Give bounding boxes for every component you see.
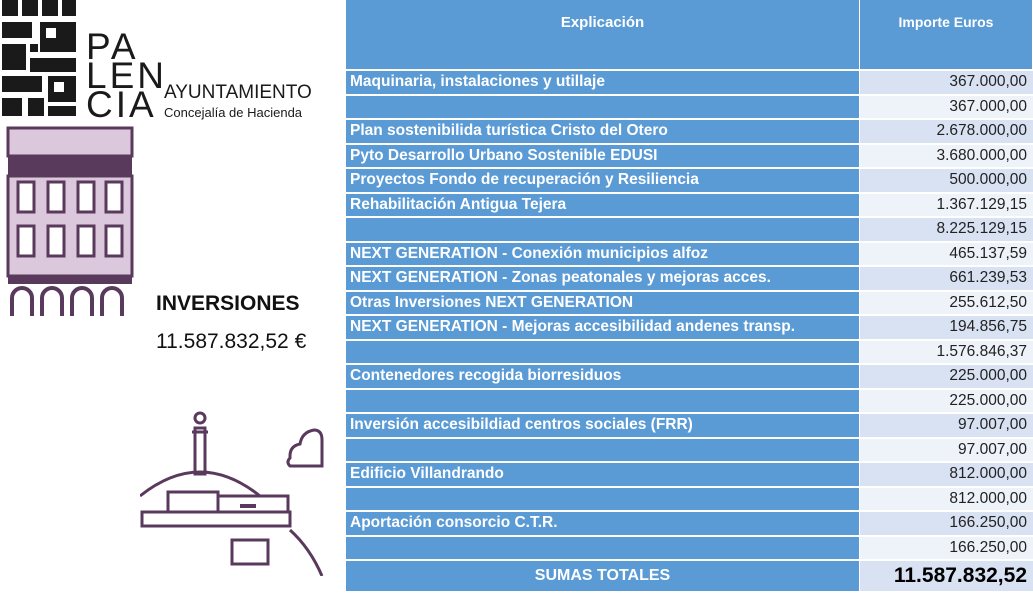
table-row	[346, 488, 1033, 513]
row-amount: 194.856,75	[860, 316, 1033, 341]
row-label	[346, 341, 860, 366]
table-row	[346, 96, 1033, 121]
table-row	[346, 169, 1033, 194]
table-row	[346, 463, 1033, 488]
row-label: NEXT GENERATION - Zonas peatonales y mejoras acces.	[346, 267, 860, 292]
table-body	[346, 71, 1033, 593]
logo-word-2: LEN	[86, 55, 167, 96]
investments-table	[346, 0, 1033, 593]
row-amount: 661.239,53	[860, 267, 1033, 292]
row-label: Maquinaria, instalaciones y utillaje	[346, 71, 860, 96]
totals-label: SUMAS TOTALES	[346, 561, 860, 593]
row-amount: 97.007,00	[860, 439, 1033, 464]
table-row	[346, 414, 1033, 439]
totals-row	[346, 561, 1033, 593]
row-amount: 367.000,00	[860, 96, 1033, 121]
row-label: NEXT GENERATION - Mejoras accesibilidad andenes transp.	[346, 316, 860, 341]
row-amount: 465.137,59	[860, 243, 1033, 268]
row-amount: 2.678.000,00	[860, 120, 1033, 145]
row-label: Otras Inversiones NEXT GENERATION	[346, 292, 860, 317]
row-amount: 367.000,00	[860, 71, 1033, 96]
table-row	[346, 537, 1033, 562]
org-name: AYUNTAMIENTO	[164, 82, 312, 103]
table-row	[346, 71, 1033, 96]
row-label	[346, 537, 860, 562]
logo-word-3: CIA	[86, 84, 157, 125]
town-hall-illustration	[6, 126, 136, 316]
totals-amount: 11.587.832,52	[860, 561, 1033, 593]
table-row	[346, 218, 1033, 243]
investments-title: INVERSIONES	[156, 292, 300, 315]
table-row	[346, 341, 1033, 366]
row-amount: 225.000,00	[860, 390, 1033, 415]
table-row	[346, 390, 1033, 415]
org-subtitle: Concejalía de Hacienda	[164, 105, 303, 120]
row-amount: 97.007,00	[860, 414, 1033, 439]
table-header-row	[346, 0, 1033, 71]
logo-word-1: PA	[86, 26, 139, 67]
row-label	[346, 218, 860, 243]
row-label: Edificio Villandrando	[346, 463, 860, 488]
row-amount: 812.000,00	[860, 488, 1033, 513]
table-row	[346, 292, 1033, 317]
row-label: Contenedores recogida biorresiduos	[346, 365, 860, 390]
row-label: NEXT GENERATION - Conexión municipios alfoz	[346, 243, 860, 268]
table-row	[346, 267, 1033, 292]
row-label: Pyto Desarrollo Urbano Sostenible EDUSI	[346, 145, 860, 170]
table-row	[346, 512, 1033, 537]
left-panel	[0, 0, 330, 576]
row-label	[346, 439, 860, 464]
column-header-amount: Importe Euros	[860, 0, 1033, 71]
row-label: Rehabilitación Antigua Tejera	[346, 194, 860, 219]
table-row	[346, 194, 1033, 219]
row-label: Plan sostenibilida turística Cristo del Otero	[346, 120, 860, 145]
investments-total: 11.587.832,52 €	[156, 330, 307, 353]
row-amount: 1.367.129,15	[860, 194, 1033, 219]
row-amount: 225.000,00	[860, 365, 1033, 390]
row-label	[346, 488, 860, 513]
table-row	[346, 439, 1033, 464]
row-amount: 8.225.129,15	[860, 218, 1033, 243]
row-label	[346, 96, 860, 121]
row-label: Aportación consorcio C.T.R.	[346, 512, 860, 537]
row-amount: 166.250,00	[860, 537, 1033, 562]
row-amount: 500.000,00	[860, 169, 1033, 194]
table-row	[346, 120, 1033, 145]
row-amount: 812.000,00	[860, 463, 1033, 488]
row-amount: 166.250,00	[860, 512, 1033, 537]
row-amount: 3.680.000,00	[860, 145, 1033, 170]
investments-table-wrapper	[346, 0, 1033, 587]
column-header-explanation: Explicación	[346, 0, 860, 71]
row-amount: 255.612,50	[860, 292, 1033, 317]
table-row	[346, 243, 1033, 268]
hill-monument-illustration	[140, 408, 330, 576]
table-row	[346, 316, 1033, 341]
table-row	[346, 365, 1033, 390]
row-label: Proyectos Fondo de recuperación y Resiliencia	[346, 169, 860, 194]
palencia-logo-mark	[0, 0, 80, 118]
row-label: Inversión accesibildiad centros sociales (FRR)	[346, 414, 860, 439]
row-amount: 1.576.846,37	[860, 341, 1033, 366]
table-row	[346, 145, 1033, 170]
row-label	[346, 390, 860, 415]
